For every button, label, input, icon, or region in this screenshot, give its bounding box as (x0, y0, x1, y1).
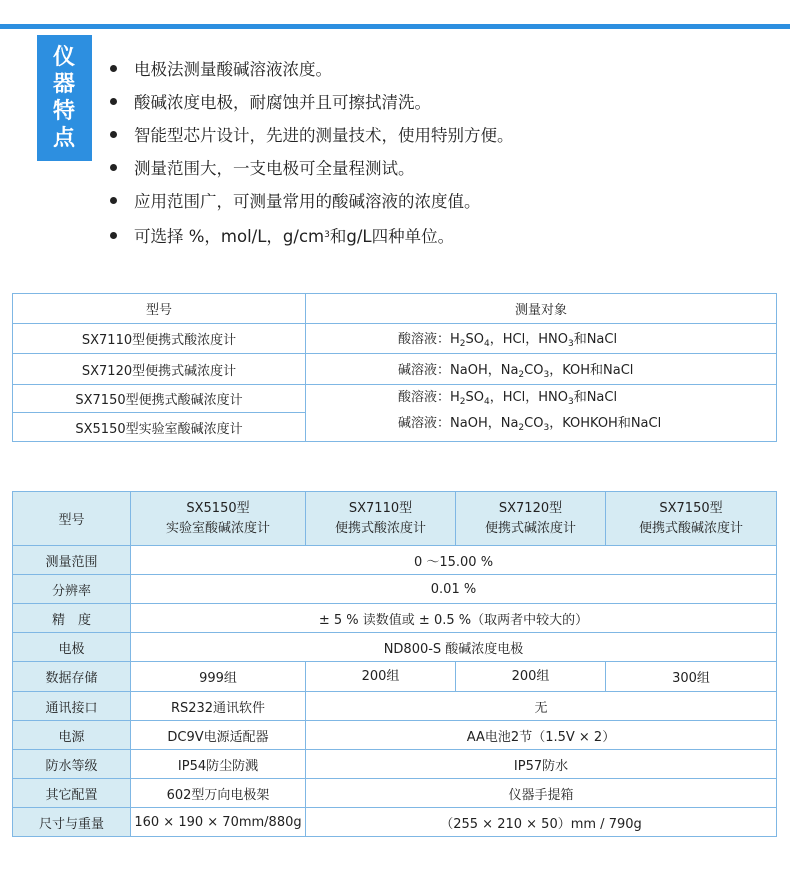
storage-value: 300组 (606, 662, 776, 692)
bullet-icon (110, 164, 117, 171)
feature-item: 酸碱浓度电极，耐腐蚀并且可擦拭清洗。 (110, 89, 514, 122)
features-section-tag (37, 35, 92, 161)
tag-char: 特 (52, 99, 76, 124)
row-label: 通讯接口 (13, 692, 131, 721)
feature-item: 可选择 %，mol/L，$g/cm^3$和g/L四种单位。 (110, 221, 514, 254)
row-label: 数据存储 (13, 662, 131, 692)
feature-item: 测量范围大，一支电极可全量程测试。 (110, 155, 514, 188)
row-label: 电极 (13, 633, 131, 662)
row-label: 精 度 (13, 604, 131, 633)
resolution-value: 0.01 % (131, 575, 776, 604)
other-value: 仪器手提箱 (306, 779, 776, 808)
row-label: 尺寸与重量 (13, 808, 131, 836)
table-header: 型号 (13, 294, 306, 324)
storage-value: 999组 (131, 662, 306, 692)
feature-item: 应用范围广，可测量常用的酸碱溶液的浓度值。 (110, 188, 514, 221)
size-value: （255 × 210 × 50）mm / 790g (440, 816, 642, 832)
row-label: 测量范围 (13, 546, 131, 575)
size-value: 160 × 190 × 70mm/880g (131, 808, 306, 836)
row-label: 分辨率 (13, 575, 131, 604)
bullet-icon (110, 131, 117, 138)
acid-line: 酸溶液：$H_2SO_4$，HCl，$HNO_3$和NaCl (398, 332, 618, 349)
tag-char: 仪 (52, 45, 76, 70)
bullet-icon (110, 98, 117, 105)
base-line: 碱溶液：NaOH，$Na_2CO_3$，KOH和NaCl (398, 362, 634, 380)
bullet-icon (110, 65, 117, 72)
model-header: SX5150型 实验室酸碱浓度计 (131, 492, 306, 546)
feature-list (110, 56, 514, 254)
row-label: 防水等级 (13, 750, 131, 779)
feature-item: 智能型芯片设计，先进的测量技术，使用特别方便。 (110, 122, 514, 155)
waterproof-value: IP57防水 (306, 750, 776, 779)
top-accent-bar (0, 24, 790, 29)
target-cell (306, 324, 776, 354)
row-label: 型号 (13, 492, 131, 546)
specifications-table (12, 491, 777, 837)
range-value: 0 ～15.00 % (131, 546, 776, 575)
comm-value: RS232通讯软件 (131, 692, 306, 721)
feature-item: 电极法测量酸碱溶液浓度。 (110, 56, 514, 89)
storage-value: 200组 (456, 662, 606, 692)
target-cell (306, 354, 776, 385)
comm-value: 无 (306, 692, 776, 721)
model-header: SX7150型 便携式酸碱浓度计 (606, 492, 776, 546)
other-value: 602型万向电极架 (131, 779, 306, 808)
waterproof-value: IP54防尘防溅 (131, 750, 306, 779)
power-value: DC9V电源适配器 (131, 721, 306, 750)
power-value: AA电池2节（1.5V × 2） (306, 721, 776, 750)
table-header: 测量对象 (306, 294, 776, 324)
acid-line: 酸溶液：$H_2SO_4$，HCl，$HNO_3$和NaCl (398, 390, 618, 407)
tag-char: 器 (52, 72, 76, 97)
electrode-value: ND800-S 酸碱浓度电极 (131, 633, 776, 662)
model-cell: SX5150型实验室酸碱浓度计 (13, 413, 306, 441)
row-label: 电源 (13, 721, 131, 750)
row-label: 其它配置 (13, 779, 131, 808)
model-cell: SX7150型便携式酸碱浓度计 (13, 385, 306, 413)
bullet-icon (110, 197, 117, 204)
model-header: SX7110型 便携式酸浓度计 (306, 492, 456, 546)
measurement-target-table (12, 293, 777, 442)
accuracy-value: ± 5 % 读数值或 ± 0.5 %（取两者中较大的） (131, 604, 776, 633)
model-cell: SX7110型便携式酸浓度计 (13, 324, 306, 354)
model-header: SX7120型 便携式碱浓度计 (456, 492, 606, 546)
tag-char: 点 (52, 126, 76, 151)
target-cell (306, 385, 776, 441)
base-line: 碱溶液：NaOH，$Na_2CO_3$，KOHKOH和NaCl (398, 416, 662, 433)
storage-value: 200组 (306, 662, 456, 692)
bullet-icon (110, 232, 117, 239)
model-cell: SX7120型便携式碱浓度计 (13, 354, 306, 385)
